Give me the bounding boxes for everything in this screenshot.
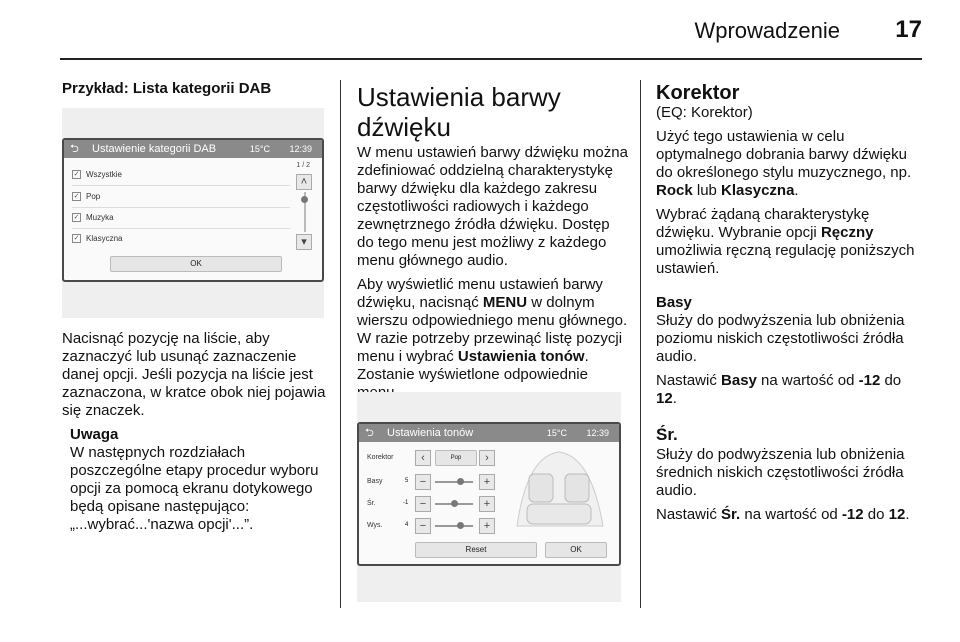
note-title: Uwaga [70, 426, 119, 443]
divider [72, 207, 290, 208]
chapter-title: Wprowadzenie [694, 18, 840, 43]
car-interior-illustration [507, 446, 611, 538]
paragraph: Nastawić Basy na wartość od -12 do 12. [656, 372, 902, 407]
paragraph: Aby wyświetlić menu ustawień barwy dźwięku, nacisnąć MENU w dolnym wierszu odpowiedniego menu głównego. W razie potrzeby przewinąć listę pozycji menu i wybrać Ustawienia tonów. Zostanie wyświetlone odpowiednie [357, 276, 628, 383]
temperature: 15°C [249, 144, 270, 154]
checkbox-icon[interactable]: ✓ [73, 235, 80, 243]
slider-knob[interactable] [457, 522, 464, 529]
column-3 [656, 82, 920, 530]
list-item[interactable]: ✓ Muzyka [73, 213, 114, 222]
column-divider [340, 80, 341, 608]
list-item[interactable]: ✓ Wszystkie [73, 170, 122, 179]
plus-icon[interactable]: + [479, 474, 495, 490]
screen-title: Ustawienia tonów [387, 427, 474, 439]
checkbox-icon[interactable]: ✓ [73, 214, 80, 222]
slider-knob[interactable] [451, 500, 458, 507]
note [70, 426, 334, 534]
eq-label: Korektor [367, 454, 394, 461]
tone-screen [357, 422, 621, 566]
clock: 12:39 [289, 144, 312, 154]
bass-slider[interactable] [435, 481, 473, 483]
tone-screenshot [357, 392, 621, 602]
prev-icon[interactable]: ‹ [415, 450, 431, 466]
list-item[interactable]: ✓ Klasyczna [73, 234, 123, 243]
paragraph: Wybrać żądaną charakterystykę dźwięku. Wybranie opcji Ręczny umożliwia ręczną regulację poniższych ustawień. [656, 206, 915, 277]
plus-icon[interactable]: + [479, 496, 495, 512]
ok-button[interactable]: OK [545, 542, 607, 558]
next-icon[interactable]: › [479, 450, 495, 466]
treble-slider[interactable] [435, 525, 473, 527]
treble-label: Wys. [367, 522, 383, 529]
checkbox-icon[interactable]: ✓ [73, 193, 80, 201]
bass-label: Basy [367, 478, 383, 485]
screen-title-bar [64, 140, 322, 158]
ok-button[interactable]: OK [110, 256, 282, 272]
bass-value: 5 [405, 478, 409, 484]
minus-icon[interactable]: − [415, 518, 431, 534]
temperature: 15°C [546, 428, 567, 438]
plus-icon[interactable]: + [479, 518, 495, 534]
body-text: Nacisnąć pozycję na liście, aby zaznaczyć lub usunąć zaznaczenie danej opcji. Jeśli pozycja na liście jest zaznaczona, w kratce obok niej pojawia się znaczek. [62, 330, 326, 419]
scroll-up-icon[interactable]: ˄ [296, 174, 312, 190]
column-2 [357, 82, 629, 408]
column-1 [62, 80, 334, 98]
divider [72, 185, 290, 186]
paragraph: Użyć tego ustawienia w celu optymalnego dobrania barwy dźwięku do określonego stylu muzycznego, np. Rock lub Klasyczna. [656, 128, 912, 199]
header-rule [60, 58, 922, 60]
reset-button[interactable]: Reset [415, 542, 537, 558]
korektor-title: Korektor [656, 82, 740, 104]
paragraph: Służy do podwyższenia lub obniżenia poziomu niskich częstotliwości źródła audio. [656, 312, 905, 365]
screen-title: Ustawienie kategorii DAB [92, 143, 217, 155]
column-divider [640, 80, 641, 608]
eq-value: Pop [435, 450, 477, 466]
treble-value: 4 [405, 522, 409, 528]
mid-title: Śr. [656, 425, 678, 444]
page-header [0, 0, 960, 60]
back-icon[interactable]: ⮌ [70, 143, 79, 155]
dab-screenshot [62, 108, 324, 318]
pager: 1 / 2 [296, 162, 310, 169]
scroll-thumb[interactable] [301, 196, 308, 203]
scroll-down-icon[interactable]: ▾ [296, 234, 312, 250]
dab-screen [62, 138, 324, 282]
slider-knob[interactable] [457, 478, 464, 485]
list-item[interactable]: ✓ Pop [73, 192, 101, 201]
section-title: Ustawienia barwy dźwięku [357, 82, 561, 142]
mid-label: Śr. [367, 500, 376, 507]
paragraph: W menu ustawień barwy dźwięku można zdefiniować oddzielną charakterystykę barwy dźwięku dla każdego zakresu częstotliwości radiowych i każdego zewnętrznego źródła dźwięku. Dostęp do tego menu jest możliwy z każdego menu głównego audio. [357, 144, 628, 269]
paragraph: Służy do podwyższenia lub obniżenia średnich niskich częstotliwości źródła audio. [656, 446, 905, 499]
mid-value: -1 [403, 500, 409, 506]
screen-title-bar [359, 424, 619, 442]
paragraph: Nastawić Śr. na wartość od -12 do 12. [656, 506, 910, 523]
checkbox-icon[interactable]: ✓ [73, 171, 80, 179]
example-title: Przykład: Lista kategorii DAB [62, 80, 272, 97]
back-icon[interactable]: ⮌ [365, 427, 374, 439]
clock: 12:39 [586, 428, 609, 438]
minus-icon[interactable]: − [415, 496, 431, 512]
korektor-subtitle: (EQ: Korektor) [656, 104, 753, 121]
bass-title: Basy [656, 294, 692, 311]
column-1-text [62, 330, 334, 534]
minus-icon[interactable]: − [415, 474, 431, 490]
note-text: W następnych rozdziałach poszczególne etapy procedur wyboru opcji za pomocą ekranu dotykowego będą opisane następująco: „...wybrać...'nazwa opcji'...”. [70, 444, 319, 533]
page-number: 17 [895, 16, 922, 43]
divider [72, 228, 290, 229]
